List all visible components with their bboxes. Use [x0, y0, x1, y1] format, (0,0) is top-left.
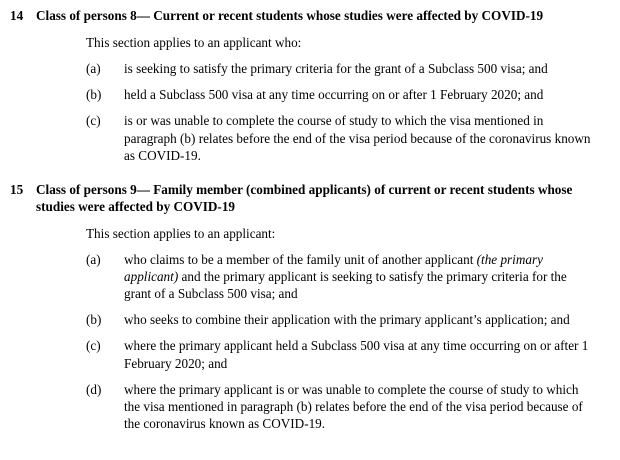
paragraph-label: (c)	[86, 338, 101, 354]
paragraph-label: (b)	[86, 87, 102, 103]
section-15-title	[36, 182, 606, 216]
paragraph-text-after: and the primary applicant is seeking to satisfy the primary criteria for the grant of a Subclass 500 visa; and	[124, 268, 567, 302]
section-15	[10, 182, 606, 432]
paragraph-text	[124, 251, 606, 302]
section-14-paragraph-c	[86, 112, 606, 163]
section-14-lead: This section applies to an applicant who:	[86, 34, 302, 50]
section-14-paragraph-b	[86, 86, 606, 103]
paragraph-text: is or was unable to complete the course of study to which the visa mentioned in paragraph (b) relates before the end of the visa period because of the coronavirus known as COVID-19.	[124, 113, 591, 163]
paragraph-text: held a Subclass 500 visa at any time occurring on or after 1 February 2020; and	[124, 87, 544, 103]
paragraph-text: is seeking to satisfy the primary criteria for the grant of a Subclass 500 visa; and	[124, 61, 548, 77]
paragraph-label: (c)	[86, 113, 101, 129]
paragraph-label: (d)	[86, 381, 102, 397]
paragraph-label: (a)	[86, 61, 101, 77]
section-14-paragraph-a	[86, 60, 606, 77]
section-14-title-prefix: Class of persons 8—	[36, 8, 154, 23]
section-14-title-rest: Current or recent students whose studies were affected by COVID-19	[153, 8, 544, 23]
paragraph-text: who seeks to combine their application with the primary applicant’s application; and	[124, 312, 570, 328]
section-14-number: 14	[10, 8, 24, 23]
paragraph-text-italic: (the primary applicant)	[124, 251, 543, 284]
section-15-lead: This section applies to an applicant:	[86, 225, 276, 241]
section-15-title-rest: Family member (combined applicants) of current or recent students whose studies were affected by COVID-19	[36, 181, 573, 214]
section-15-paragraph-b	[86, 311, 606, 328]
section-15-heading	[10, 182, 606, 216]
section-15-paragraph-c	[86, 337, 606, 371]
paragraph-label: (a)	[86, 251, 101, 267]
section-15-title-prefix: Class of persons 9—	[36, 181, 154, 197]
section-15-paragraph-a	[86, 251, 606, 302]
section-spacer	[10, 173, 606, 182]
section-15-number: 15	[10, 181, 24, 197]
paragraph-text: where the primary applicant held a Subclass 500 visa at any time occurring on or after 1 February 2020; and	[124, 338, 589, 371]
section-14	[10, 8, 606, 164]
paragraph-text: where the primary applicant is or was unable to complete the course of study to which the visa mentioned in paragraph (b) relates before the end of the visa period because of the coronavirus known as COVID-19.	[124, 381, 583, 432]
section-15-paragraph-d	[86, 381, 606, 432]
section-14-title	[36, 8, 606, 25]
paragraph-text-before: who claims to be a member of the family unit of another applicant	[124, 251, 477, 267]
section-14-heading	[10, 8, 606, 25]
paragraph-label: (b)	[86, 312, 102, 328]
